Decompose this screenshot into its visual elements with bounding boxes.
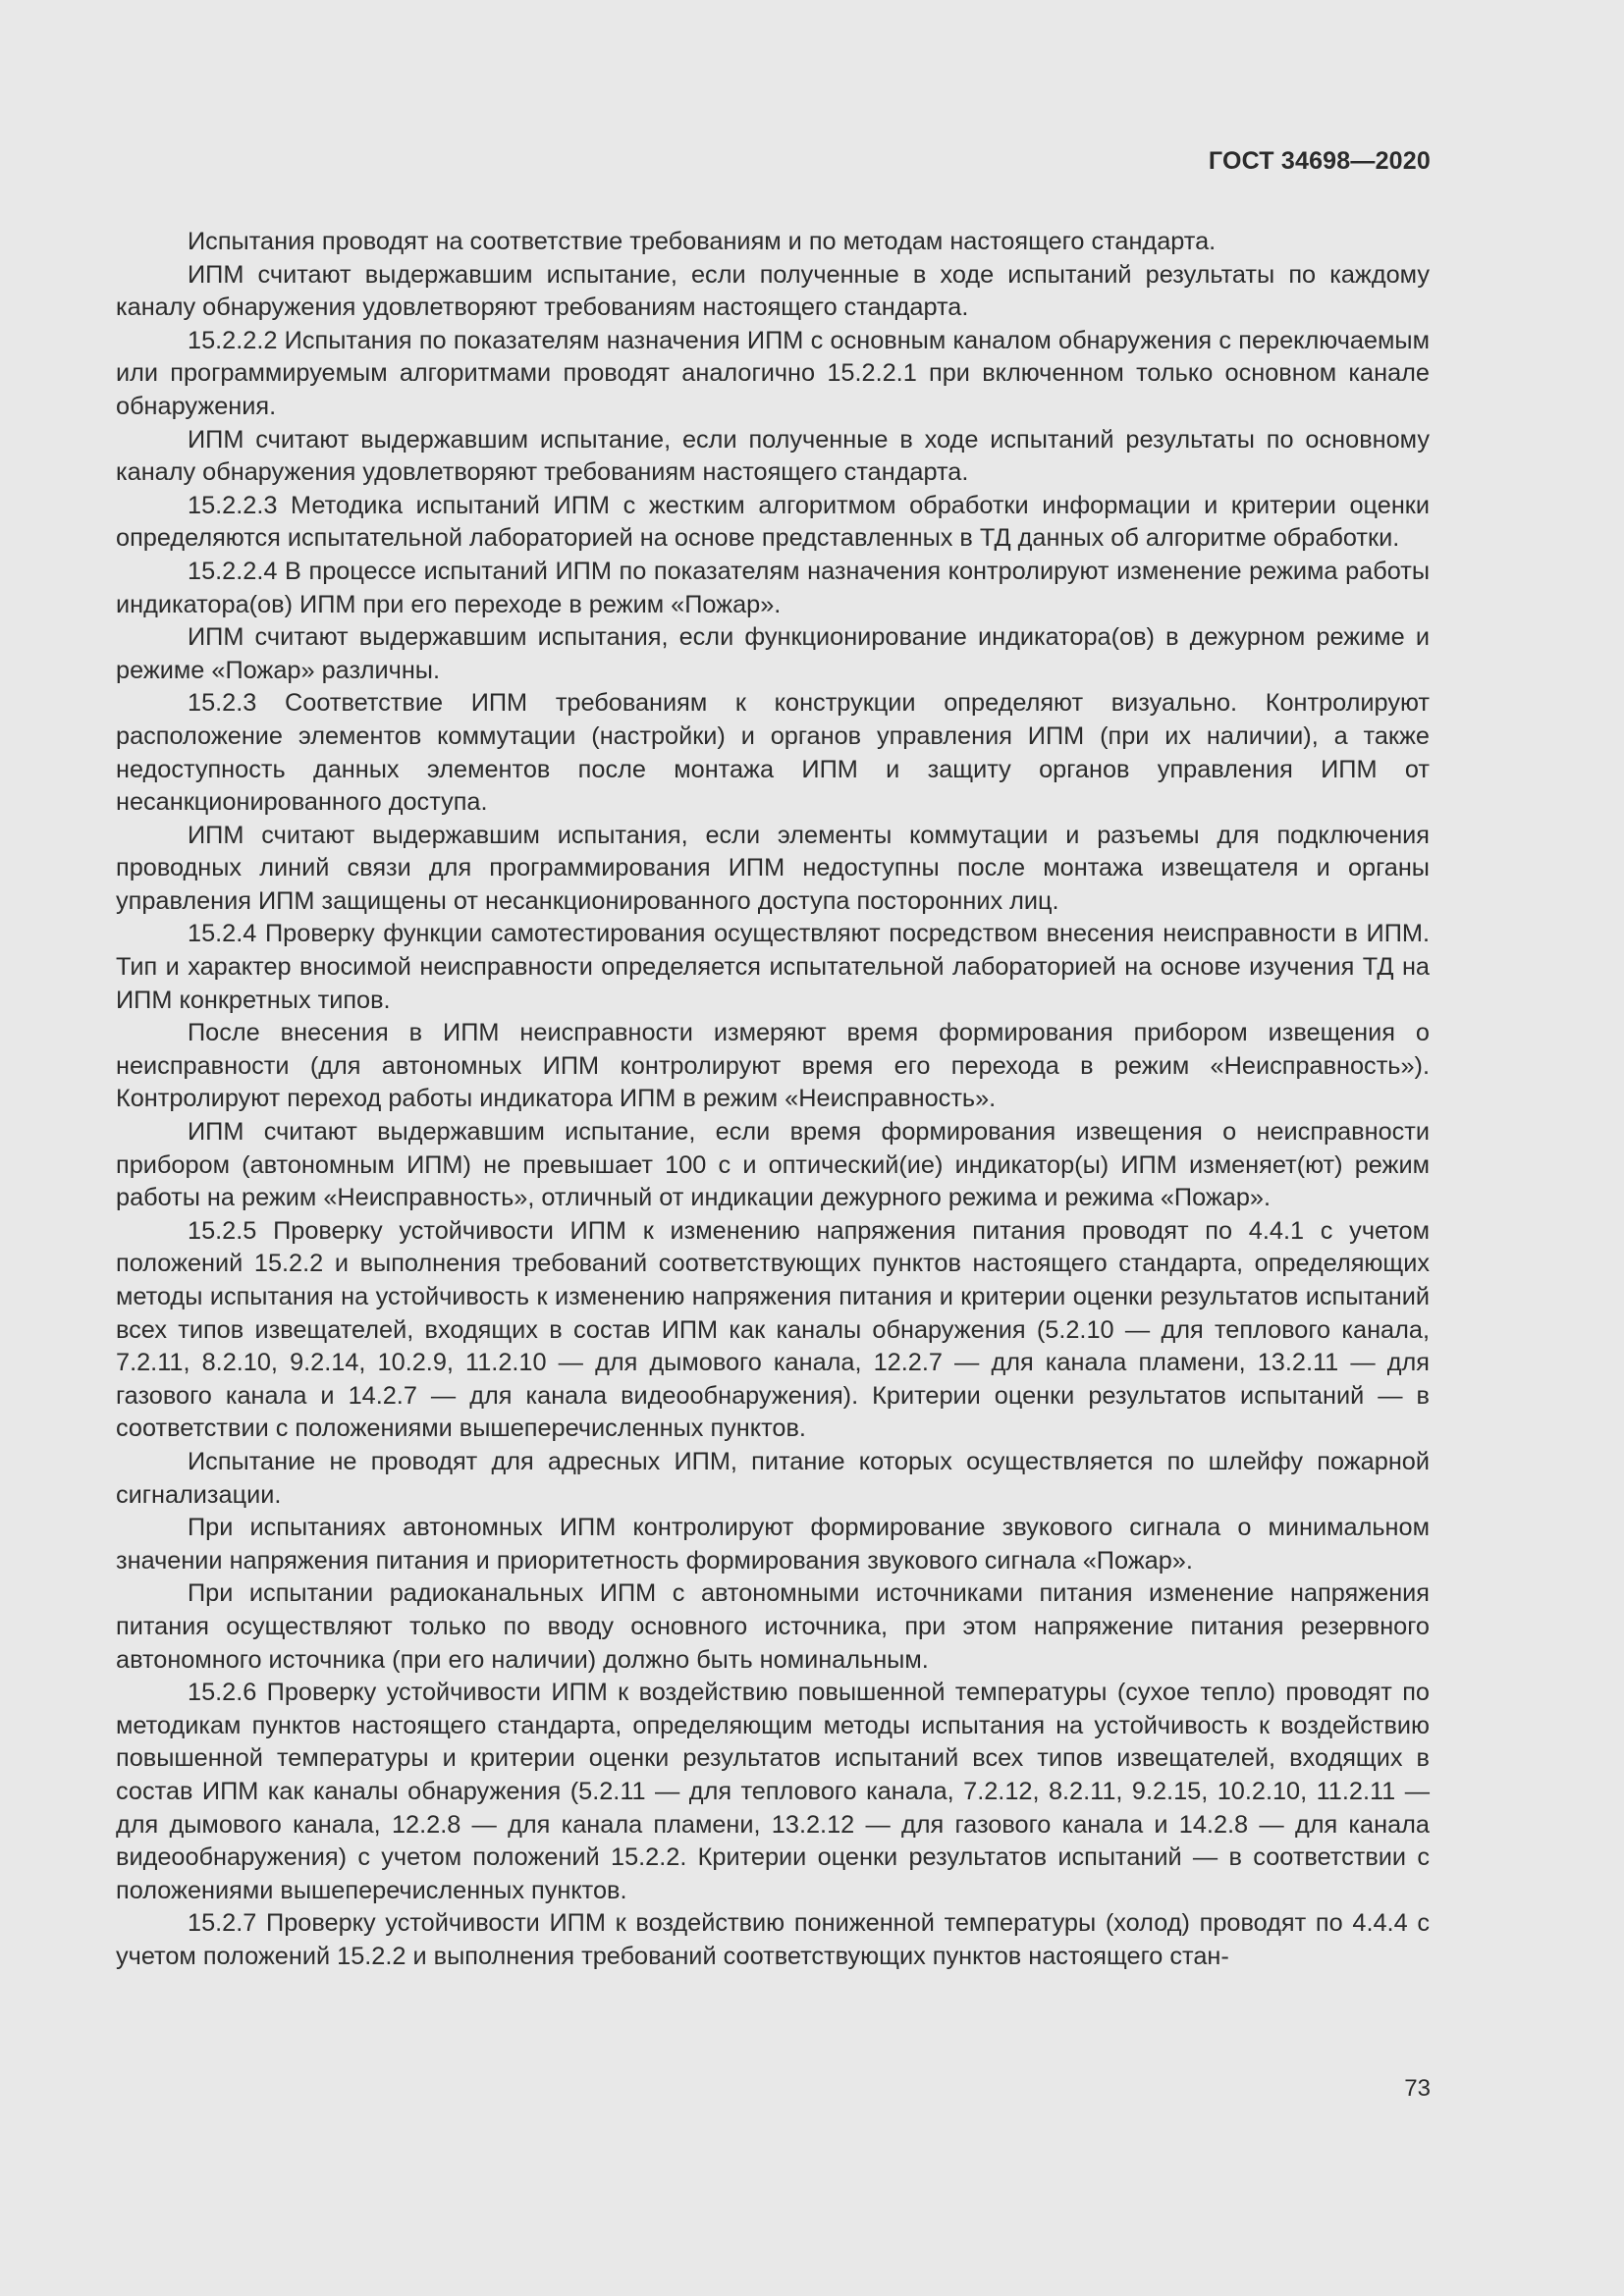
- paragraph: При испытаниях автономных ИПМ контролируют формирование звукового сигнала о минимальном значении напряжения питания и приоритетность формирования звукового сигнала «Пожар».: [116, 1514, 1430, 1575]
- page-number: 73: [1404, 2075, 1431, 2102]
- paragraph: 15.2.6 Проверку устойчивости ИПМ к воздействию повышенной температуры (сухое тепло) проводят по методикам пунктов настоящего стандарта, определяющим методы испытания на устойчивость к воздействию повышенной температуры и критерии оценки результатов испытаний всех типов извещателей, входящих в состав ИПМ как каналы обнаружения (5.2.11 — для теплового канала, 7.2.12, 8.2.11, 9.2.15, 10.2.10, 11.2.11 — для дымового канала, 12.2.8 — для канала пламени, 13.2.12 — для газового канала и 14.2.8 — для канала видеообнаружения) с учетом положений 15.2.2. Критерии оценки результатов испытаний — в соответствии с положениями вышеперечисленных пунктов.: [116, 1679, 1430, 1904]
- body-text: [116, 226, 1430, 1973]
- paragraph: Испытание не проводят для адресных ИПМ, питание которых осуществляется по шлейфу пожарной сигнализации.: [116, 1447, 1430, 1509]
- paragraph: После внесения в ИПМ неисправности измеряют время формирования прибором извещения о неисправности (для автономных ИПМ контролируют время его перехода в режим «Неисправность»). Контролируют переход работы индикатора ИПМ в режим «Неисправность».: [116, 1019, 1430, 1113]
- paragraph: 15.2.4 Проверку функции самотестирования осуществляют посредством внесения неисправности в ИПМ. Тип и характер вносимой неисправности определяется испытательной лабораторией на основе изучения ТД на ИПМ конкретных типов.: [116, 920, 1430, 1014]
- paragraph: 15.2.2.4 В процессе испытаний ИПМ по показателям назначения контролируют изменение режима работы индикатора(ов) ИПМ при его переходе в режим «Пожар».: [116, 557, 1430, 618]
- paragraph: ИПМ считают выдержавшим испытание, если полученные в ходе испытаний результаты по основному каналу обнаружения удовлетворяют требованиям настоящего стандарта.: [116, 425, 1430, 487]
- document-header: ГОСТ 34698—2020: [1208, 147, 1431, 175]
- paragraph: ИПМ считают выдержавшим испытания, если функционирование индикатора(ов) в дежурном режиме и режиме «Пожар» различны.: [116, 623, 1430, 684]
- paragraph: ИПМ считают выдержавшим испытание, если время формирования извещения о неисправности прибором (автономным ИПМ) не превышает 100 с и оптический(ие) индикатор(ы) ИПМ изменяет(ют) режим работы на режим «Неисправность», отличный от индикации дежурного режима и режима «Пожар».: [116, 1118, 1430, 1212]
- paragraph: ИПМ считают выдержавшим испытание, если полученные в ходе испытаний результаты по каждому каналу обнаружения удовлетворяют требованиям настоящего стандарта.: [116, 260, 1430, 322]
- paragraph: 15.2.2.3 Методика испытаний ИПМ с жестким алгоритмом обработки информации и критерии оценки определяются испытательной лабораторией на основе представленных в ТД данных об алгоритме обработки.: [116, 491, 1430, 553]
- paragraph: 15.2.3 Соответствие ИПМ требованиям к конструкции определяют визуально. Контролируют расположение элементов коммутации (настройки) и органов управления ИПМ (при их наличии), а также недоступность данных элементов после монтажа ИПМ и защиту органов управления ИПМ от несанкционированного доступа.: [116, 689, 1430, 817]
- paragraph: 15.2.2.2 Испытания по показателям назначения ИПМ с основным каналом обнаружения с переключаемым или программируемым алгоритмами проводят аналогично 15.2.2.1 при включенном только основном канале обнаружения.: [116, 326, 1430, 420]
- paragraph: При испытании радиоканальных ИПМ с автономными источниками питания изменение напряжения питания осуществляют только по вводу основного источника, при этом напряжение питания резервного автономного источника (при его наличии) должно быть номинальным.: [116, 1579, 1430, 1674]
- paragraph: 15.2.5 Проверку устойчивости ИПМ к изменению напряжения питания проводят по 4.4.1 с учетом положений 15.2.2 и выполнения требований соответствующих пунктов настоящего стандарта, определяющих методы испытания на устойчивость к изменению напряжения питания и критерии оценки результатов испытаний всех типов извещателей, входящих в состав ИПМ как каналы обнаружения (5.2.10 — для теплового канала, 7.2.11, 8.2.10, 9.2.14, 10.2.9, 11.2.10 — для дымового канала, 12.2.7 — для канала пламени, 13.2.11 — для газового канала и 14.2.7 — для канала видеообнаружения). Критерии оценки результатов испытаний — в соответствии с положениями вышеперечисленных пунктов.: [116, 1216, 1430, 1443]
- paragraph: Испытания проводят на соответствие требованиям и по методам настоящего стандарта.: [188, 228, 1217, 255]
- paragraph: ИПМ считают выдержавшим испытания, если элементы коммутации и разъемы для подключения проводных линий связи для программирования ИПМ недоступны после монтажа извещателя и органы управления ИПМ защищены от несанкционированного доступа посторонних лиц.: [116, 821, 1430, 915]
- paragraph: 15.2.7 Проверку устойчивости ИПМ к воздействию пониженной температуры (холод) проводят по 4.4.4 с учетом положений 15.2.2 и выполнения требований соответствующих пунктов настоящего стан-: [116, 1909, 1430, 1970]
